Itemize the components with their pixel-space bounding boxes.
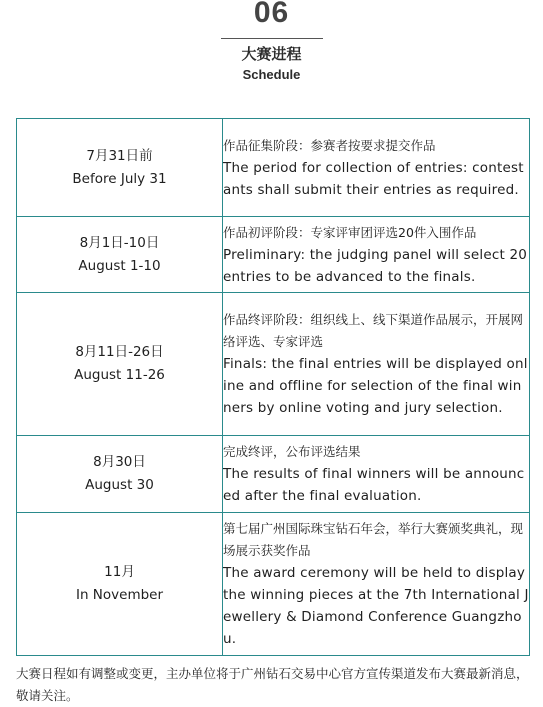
schedule-row — [17, 293, 530, 436]
schedule-row — [17, 513, 530, 656]
schedule-row — [17, 436, 530, 513]
section-number: 06 — [253, 0, 290, 29]
schedule-desc-cell — [223, 119, 530, 217]
schedule-date-cn: 8月1日-10日 — [79, 234, 160, 251]
schedule-desc-en: The results of final winners will be announced after the final evaluation. — [223, 466, 525, 504]
schedule-date-cn: 7月31日前 — [86, 147, 153, 164]
schedule-row — [17, 119, 530, 217]
schedule-desc-cn: 作品终评阶段：组织线上、线下渠道作品展示，开展网络评选、专家评选 — [223, 312, 524, 349]
schedule-date-cn: 8月30日 — [93, 454, 146, 470]
schedule-desc-cell — [223, 293, 530, 436]
schedule-row — [17, 217, 530, 293]
schedule-desc-cell — [223, 513, 530, 656]
schedule-desc-en: Preliminary: the judging panel will select 20 entries to be advanced to the finals. — [223, 246, 528, 285]
schedule-date-cell — [17, 436, 223, 513]
schedule-date-cell — [17, 217, 223, 293]
footnote: 大赛日程如有调整或变更，主办单位将于广州钻石交易中心官方宣传渠道发布大赛最新消息，敬请关注。 — [16, 666, 529, 703]
section-divider — [221, 38, 323, 39]
schedule-desc-en: The period for collection of entries: contestants shall submit their entries as required. — [223, 159, 524, 198]
schedule-desc-cn: 第七届广州国际珠宝钻石年会，举行大赛颁奖典礼，现场展示获奖作品 — [223, 521, 524, 558]
section-title-cn: 大赛进程 — [241, 45, 302, 63]
schedule-table — [16, 118, 530, 656]
schedule-date-cell — [17, 513, 223, 656]
section-title-en: Schedule — [242, 67, 301, 82]
schedule-date-en: August 11-26 — [74, 367, 165, 383]
schedule-date-en: Before July 31 — [72, 170, 167, 187]
schedule-date-cn: 8月11日-26日 — [75, 344, 164, 360]
schedule-desc-cell — [223, 436, 530, 513]
schedule-date-en: August 30 — [85, 477, 154, 493]
schedule-desc-cn: 完成终评，公布评选结果 — [223, 444, 361, 459]
schedule-desc-en: The award ceremony will be held to display the winning pieces at the 7th International Jewellery & Diamond Conference Guangzhou. — [223, 565, 529, 647]
schedule-date-cell — [17, 119, 223, 217]
schedule-desc-cell — [223, 217, 530, 293]
schedule-date-cn: 11月 — [104, 564, 135, 580]
schedule-date-cell — [17, 293, 223, 436]
schedule-date-en: In November — [75, 587, 164, 603]
schedule-desc-cn: 作品初评阶段：专家评审团评选20件入围作品 — [223, 224, 477, 240]
schedule-desc-en: Finals: the final entries will be displayed online and offline for selection of the final winners by online voting and jury selection. — [223, 356, 528, 416]
schedule-date-en: August 1-10 — [78, 257, 161, 274]
schedule-desc-cn: 作品征集阶段：参赛者按要求提交作品 — [223, 137, 436, 153]
